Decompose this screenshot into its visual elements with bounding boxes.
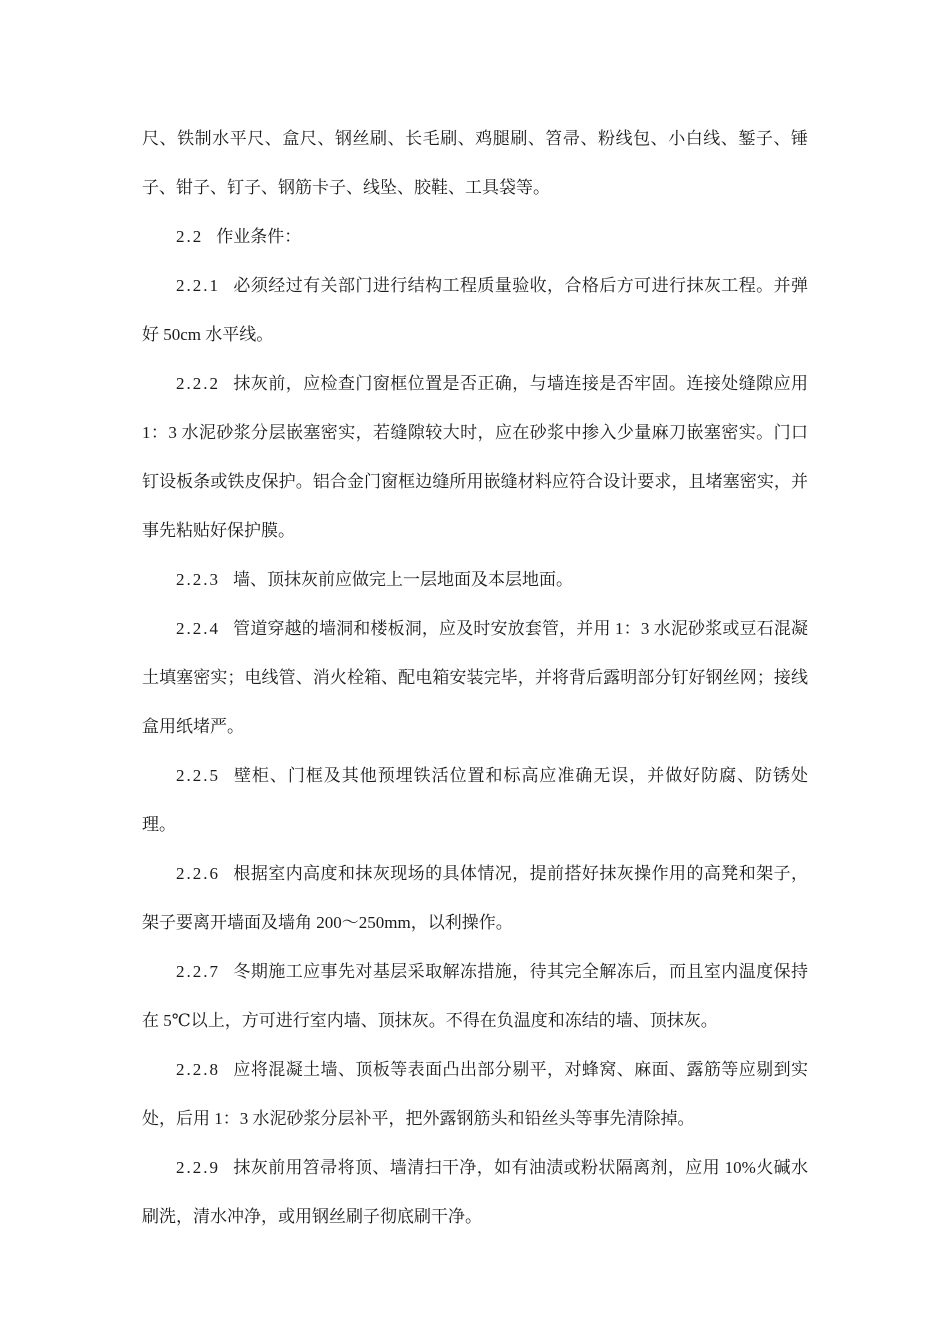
section-text: 必须经过有关部门进行结构工程质量验收，合格后方可进行抹灰工程。并弹好 50cm 水平线。: [142, 276, 808, 344]
section-number: 2.2: [176, 227, 204, 246]
section-paragraph-2-2-1: [142, 261, 808, 359]
section-number: 2.2.4: [176, 619, 220, 638]
section-number: 2.2.8: [176, 1060, 220, 1079]
section-heading-2-2: [142, 212, 808, 261]
section-paragraph-2-2-9: [142, 1143, 808, 1241]
section-text: 管道穿越的墙洞和楼板洞，应及时安放套管，并用 1：3 水泥砂浆或豆石混凝土填塞密实；电线管、消火栓箱、配电箱安装完毕，并将背后露明部分钉好钢丝网；接线盒用纸堵严。: [142, 619, 808, 736]
section-paragraph-2-2-7: [142, 947, 808, 1045]
section-paragraph-2-2-6: [142, 849, 808, 947]
section-number: 2.2.3: [176, 570, 220, 589]
section-text: 应将混凝土墙、顶板等表面凸出部分剔平，对蜂窝、麻面、露筋等应剔到实处，后用 1：3 水泥砂浆分层补平，把外露钢筋头和铅丝头等事先清除掉。: [142, 1060, 808, 1128]
section-paragraph-2-2-3: [142, 555, 808, 604]
section-text: 根据室内高度和抹灰现场的具体情况，提前搭好抹灰操作用的高凳和架子，架子要离开墙面及墙角 200～250mm，以利操作。: [142, 864, 808, 932]
section-text: 抹灰前，应检查门窗框位置是否正确，与墙连接是否牢固。连接处缝隙应用 1：3 水泥砂浆分层嵌塞密实，若缝隙较大时，应在砂浆中掺入少量麻刀嵌塞密实。门口钉设板条或铁皮保护。铝合金门窗框边缝所用嵌缝材料应符合设计要求，且堵塞密实，并事先粘贴好保护膜。: [142, 374, 808, 540]
section-number: 2.2.6: [176, 864, 220, 883]
section-text: 冬期施工应事先对基层采取解冻措施，待其完全解冻后，而且室内温度保持在 5℃以上，方可进行室内墙、顶抹灰。不得在负温度和冻结的墙、顶抹灰。: [142, 962, 808, 1030]
section-number: 2.2.5: [176, 766, 220, 785]
section-paragraph-2-2-8: [142, 1045, 808, 1143]
section-number: 2.2.2: [176, 374, 220, 393]
section-number: 2.2.7: [176, 962, 220, 981]
paragraph-tools-continuation: 尺、铁制水平尺、盒尺、钢丝刷、长毛刷、鸡腿刷、笤帚、粉线包、小白线、錾子、锤子、钳子、钉子、钢筋卡子、线坠、胶鞋、工具袋等。: [142, 129, 808, 197]
section-number: 2.2.9: [176, 1158, 220, 1177]
section-text: 抹灰前用笤帚将顶、墙清扫干净，如有油渍或粉状隔离剂，应用 10%火碱水刷洗，清水冲净，或用钢丝刷子彻底刷干净。: [142, 1158, 808, 1226]
section-text: 墙、顶抹灰前应做完上一层地面及本层地面。: [233, 570, 573, 589]
section-text: 作业条件：: [216, 227, 302, 246]
section-paragraph-2-2-4: [142, 604, 808, 751]
section-text: 壁柜、门框及其他预埋铁活位置和标高应准确无误，并做好防腐、防锈处理。: [142, 766, 808, 834]
section-paragraph-2-2-2: [142, 359, 808, 555]
section-number: 2.2.1: [176, 276, 220, 295]
section-paragraph-2-2-5: [142, 751, 808, 849]
